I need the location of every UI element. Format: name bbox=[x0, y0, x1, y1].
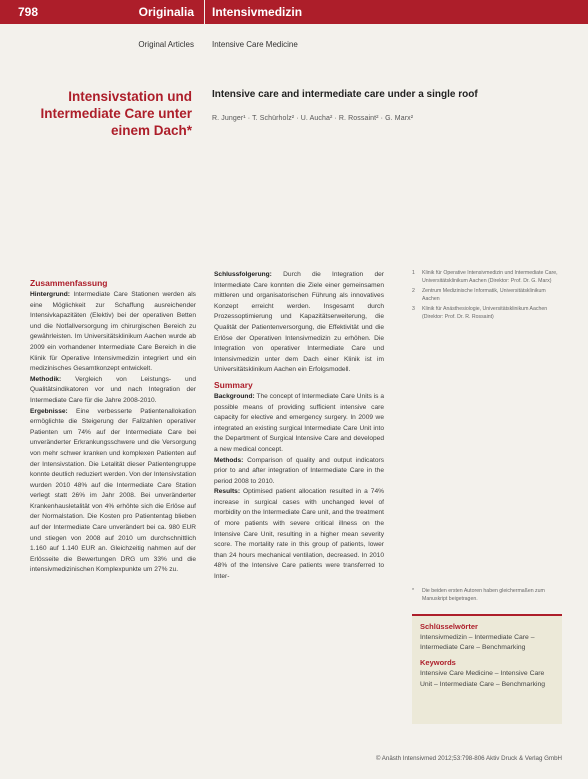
keywords-en-heading: Keywords bbox=[420, 658, 456, 668]
abstract-middle-column bbox=[214, 270, 384, 583]
affiliation-number: 1 bbox=[412, 270, 415, 276]
results-paragraph bbox=[214, 487, 384, 582]
section-label-de: Originalia bbox=[138, 5, 194, 19]
affiliations bbox=[412, 270, 560, 325]
page-number: 798 bbox=[18, 5, 39, 19]
ergebnisse-label: Ergebnisse: bbox=[30, 407, 68, 415]
results-label: Results: bbox=[214, 488, 241, 496]
ergebnisse-text: Eine verbesserte Patientenallokation ermöglichte die Steigerung der Fallzahlen operativer Patienten um 74% auf der Intermediate Care bei unveränderter Erkrankungsschwere und die Versorgung von mehr schwer kranken und komplexen Patienten auf der Intensivstation. Die Letalität dieser Patientengruppe konnte deutlich reduziert werden. Von der Intensivstation wurden 2010 48% auf die Intermediate Care Station verlegt statt 26% im Jahr 2008. Bei unveränderter Krankenhausletalität von 4% erhöhte sich die Erlöse auf der Normalstation. Die Kosten pro Patiententag blieben auf der Intermediate Care unverändert bei ca. 980 EUR und stiegen von 2008 auf 2010 um durchschnittlich 1.160 auf 1.140 EUR an. Gleichzeitig nahmen auf der Erlösseite die Bewertungen DRG um 33% und die intensivmedizinischen Komplexpunkte um 27% zu. bbox=[30, 407, 196, 574]
section-label-en: Intensivmedizin bbox=[212, 5, 303, 19]
methods-paragraph bbox=[214, 456, 384, 488]
abstract-german-column bbox=[30, 278, 196, 576]
header-divider bbox=[204, 0, 205, 24]
affiliation-item bbox=[412, 306, 560, 321]
affiliation-text: Zentrum Medizinische Informatik, Universitätsklinikum Aachen bbox=[422, 288, 546, 302]
keywords-en-text: Intensive Care Medicine – Intensive Care Unit – Intermediate Care – Benchmarking bbox=[420, 670, 546, 688]
affiliation-text: Klinik für Anästhesiologie, Universitätsklinikum Aachen (Direktor: Prof. Dr. R. Rossaint) bbox=[422, 306, 548, 320]
summary-heading: Summary bbox=[214, 379, 253, 390]
affiliation-item bbox=[412, 288, 560, 303]
methods-text: Comparison of quality and output indicators prior to and after integration of Intermediate Care in the period 2008 to 2010. bbox=[214, 456, 384, 485]
keywords-box bbox=[412, 614, 562, 724]
methods-label: Methods: bbox=[214, 456, 244, 464]
footnote-marker: * bbox=[412, 588, 415, 594]
hintergrund-text: Intermediate Care Stationen werden als eine Möglichkeit zur Schaffung ausreichender Intensivkapazitäten (Elektiv) bei der operativen Betten und die Notfallversorgung im chirurgischen Bereich zu gewährleisten. Im Universitätsklinikum Aachen wurde ab 2009 ein vorhandener Intermediate Care Bereich in die Klinik für Operative Intensivmedizin integriert und ein medizinisches Gesamtkonzept entwickelt. bbox=[30, 291, 196, 373]
keywords-de-text: Intensivmedizin – Intermediate Care – Intermediate Care – Benchmarking bbox=[420, 634, 535, 652]
affiliation-number: 2 bbox=[412, 288, 415, 295]
background-label: Background: bbox=[214, 392, 255, 400]
results-text: Optimised patient allocation resulted in a 74% increase in surgical cases with unchanged level of morbidity on the Intermediate Care unit, and the treatment of more patients with severe critical illness on the Intensive Care Unit, resulting in a higher mean severity score. The mortality rate in this group of patients, lower than 24 hours mechanical ventilation, decreased. In 2010 48% of the Intensive Care patients were transferred to Inter- bbox=[214, 488, 384, 581]
methodik-paragraph bbox=[30, 375, 196, 407]
keywords-de-heading: Schlüsselwörter bbox=[420, 622, 478, 631]
affiliation-item bbox=[412, 270, 560, 285]
article-title-de: Intensivstation und Intermediate Care unter einem Dach* bbox=[40, 89, 192, 138]
footnote-text: Die beiden ersten Autoren haben gleichermaßen zum Manuskript beigetragen. bbox=[422, 588, 545, 602]
page-footer: © Anästh Intensivmed 2012;53:798-806 Aktiv Druck & Verlag GmbH bbox=[375, 755, 562, 762]
background-paragraph bbox=[214, 392, 384, 456]
ergebnisse-paragraph bbox=[30, 407, 196, 577]
schlussfolgerung-text: Durch die Integration der Intermediate Care konnten die Ziele einer gemeinsamen mittleren und organisatorischen Führung als innovatives Konzept erreicht werden. Insgesamt durch Prozessoptimierung und Kapazitätserweiterung, die Qualität der Patientenversorgung, die Effektivität und die Erlöse der Operativen Intensivmedizin zu erhöhen. Die Integration von operativer Intermediate Care und Intensivmedizin unter dem Dach einer Klinik ist im Universitätsklinikum Aachen ein Erfolgsmodell. bbox=[214, 271, 384, 374]
zusammenfassung-heading: Zusammenfassung bbox=[30, 278, 108, 288]
footnote bbox=[412, 588, 560, 603]
affiliation-number: 3 bbox=[412, 306, 415, 313]
author-list: R. Junger¹ · T. Schürholz² · U. Aucha² · R. Rossaint² · G. Marx² bbox=[212, 115, 414, 122]
background-text: The concept of Intermediate Care Units is a possible means of providing sufficient intensive care capacity for elective and emergency surgery. In 2009 we integrated an existing surgical Intermediate Care Unit into the Department of Surgical Intensive Care and developed a new medical concept. bbox=[214, 392, 384, 453]
article-title-en: Intensive care and intermediate care under a single roof bbox=[212, 89, 478, 100]
affiliation-text: Klinik für Operative Intensivmedizin und Intermediate Care, Universitätsklinikum Aachen (Direktor: Prof. Dr. G. Marx) bbox=[422, 270, 558, 284]
page-header-bar bbox=[0, 0, 588, 24]
schlussfolgerung-label: Schlussfolgerung: bbox=[214, 271, 272, 278]
schlussfolgerung-paragraph bbox=[214, 270, 384, 376]
methodik-label: Methodik: bbox=[30, 375, 62, 383]
subheader-left: Original Articles bbox=[138, 40, 194, 49]
subheader-right: Intensive Care Medicine bbox=[212, 40, 298, 49]
hintergrund-label: Hintergrund: bbox=[30, 291, 70, 298]
methodik-text: Vergleich von Leistungs- und Qualitätsindikatoren vor und nach Integration der Intermediate Care für die Jahre 2008-2010. bbox=[30, 375, 196, 404]
hintergrund-paragraph bbox=[30, 290, 196, 375]
